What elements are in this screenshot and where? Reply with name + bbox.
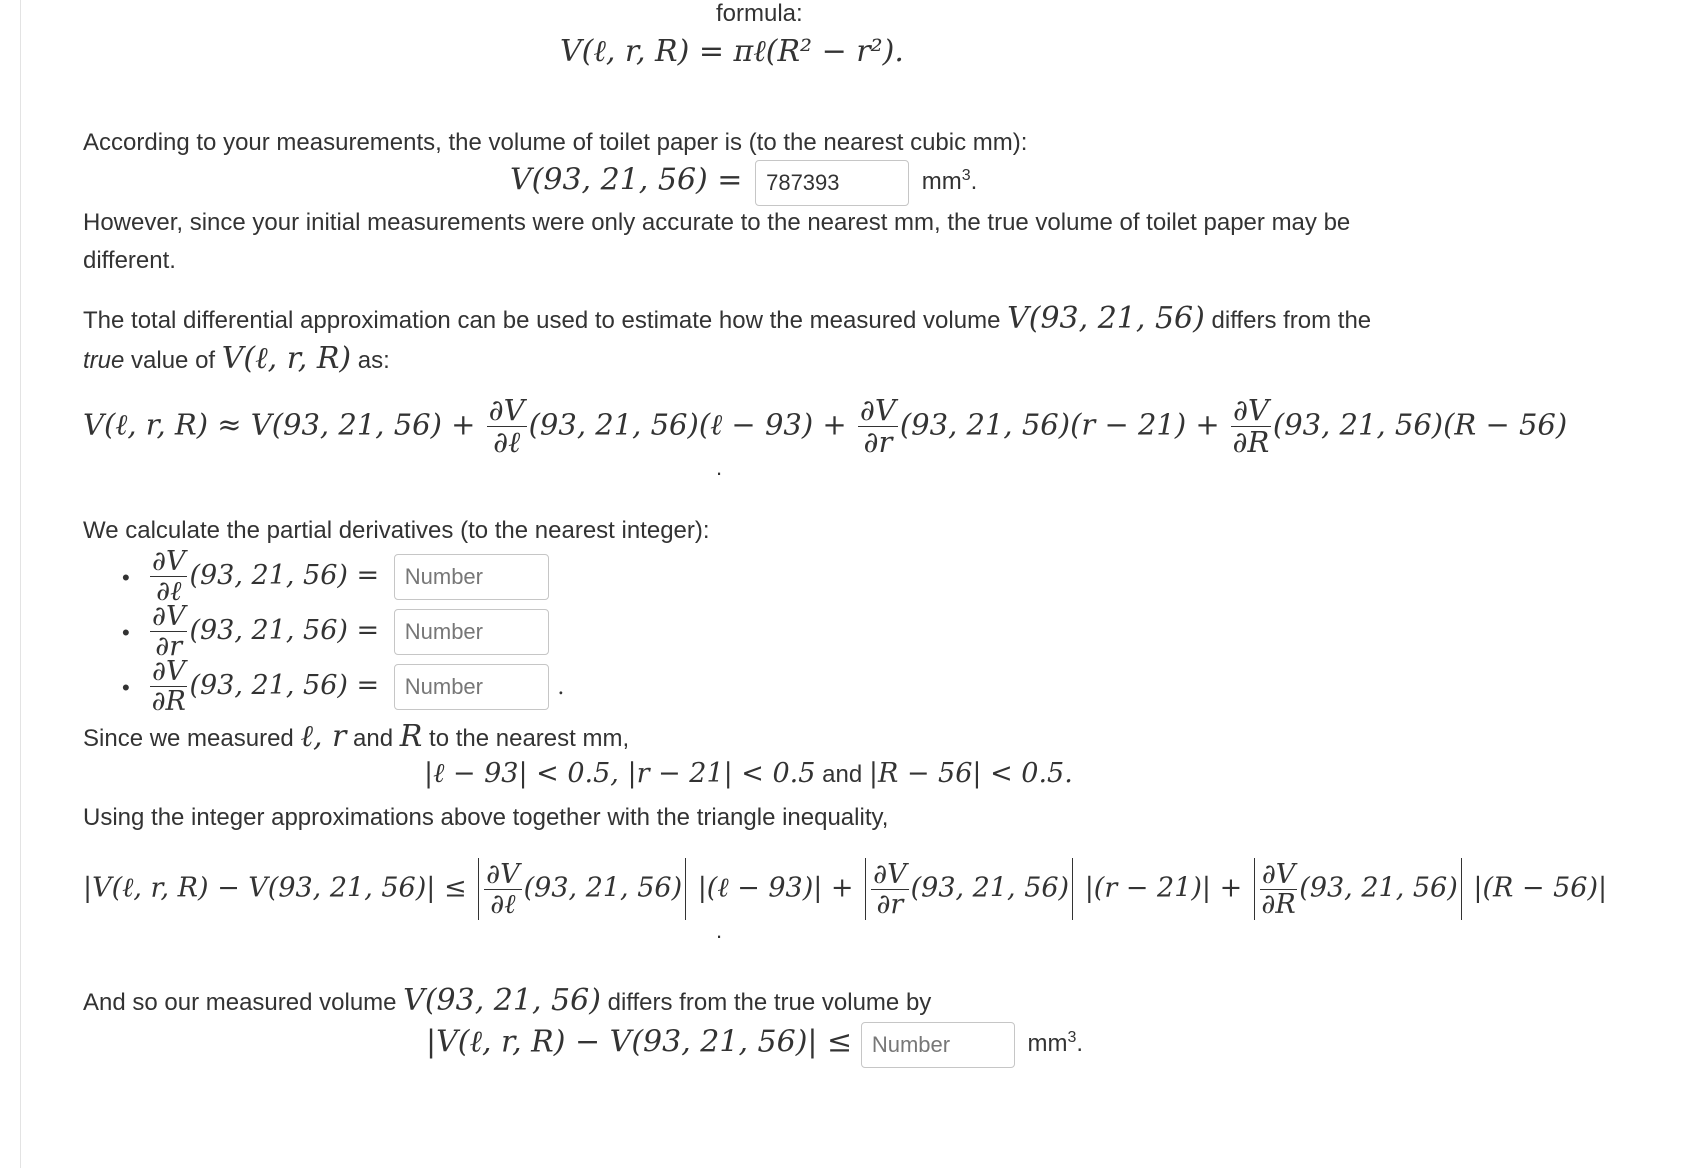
partial-l-input[interactable] [394,554,549,600]
partial-R-input[interactable] [394,664,549,710]
formula-heading: formula: [716,0,803,27]
partial-l-frac: $\frac{\partial V}{\text{∂ℓ}}$ [488,393,525,459]
partial-R-frac: $\frac{\partial V}{\partial R}$ [1232,393,1270,459]
volume-sentence: According to your measurements, the volume of toilet paper is (to the nearest cubic mm): [83,129,1028,156]
final-error-input[interactable] [861,1022,1015,1068]
partial-r-input[interactable] [394,609,549,655]
diff-math-2: V(ℓ, r, R) [221,341,352,376]
partial-r-frac: $\frac{\partial V}{\partial r}$ [859,393,896,459]
partial-row-R: $\frac{\partial V}{\partial R}$ (93, 21, 56) = Number . [148,658,564,715]
approx-period: . [716,455,723,480]
bullet-3: • [122,675,130,700]
volume-lhs: V(93, 21, 56) = [510,162,743,198]
final-lhs: |V(ℓ, r, R) − V(93, 21, 56)| ≤ [426,1024,853,1060]
final-text: And so our measured volume V(93, 21, 56) differs from the true volume by [83,983,932,1018]
formula-math: V(ℓ, r, R) = πℓ(R² − r²). [560,34,904,69]
volume-row [510,160,977,206]
bounds-row: |ℓ − 93| < 0.5, |r − 21| < 0.5 and |R − 56| < 0.5. [424,758,1073,789]
final-row [426,1022,1083,1068]
triangle-text: Using the integer approximations above together with the triangle inequality, [83,804,889,831]
volume-unit: $mm^3$. [921,167,978,196]
partial-row-r: $\frac{\partial V}{\partial r}$ (93, 21, 56) = Number [148,603,549,660]
triangle-period: . [716,918,723,943]
however-text: However, since your initial measurements were only accurate to the nearest mm, the true volume of toilet paper may be different. [83,209,1351,274]
approx-formula: V(ℓ, r, R) ≈ V(93, 21, 56) + $\frac{\partial V}{\text{∂ℓ}}$ (93, 21, 56)(ℓ − 93) + $\frac{\partial V}{\partial r}$ (93, 21, 56)(r − 21) + $\frac{\partial V}{\partial R}$ (93, 21, 56)(R − 56) [83,393,1568,459]
diff-math-1: V(93, 21, 56) [1007,301,1205,336]
partials-heading: We calculate the partial derivatives (to the nearest integer): [83,517,710,544]
triangle-formula: |V(ℓ, r, R) − V(93, 21, 56)| ≤ $\frac{\partial V}{\text{∂ℓ}}$ (93, 21, 56) |(ℓ − 93)| + $\frac{\partial V}{\partial r}$ (93, 21, 56) |(r − 21)| + $\frac{\partial V}{\partial R}$ (93, 21, 56) |(R − 56)| [83,858,1608,920]
bullet-2: • [122,620,130,645]
since-text: Since we measured ℓ, r and R to the nearest mm, [83,719,630,754]
diff-intro: The total differential approximation can be used to estimate how the measured volume V(93, 21, 56) differs from the true value of V(ℓ, r, R) as: [83,301,1372,376]
partial-row-l: $\frac{\partial V}{\text{∂ℓ}}$ (93, 21, 56) = Number [148,548,549,605]
volume-input[interactable] [755,160,909,206]
final-unit: $mm^3$. [1027,1029,1084,1058]
bullet-1: • [122,565,130,590]
left-margin-rule [20,0,21,1168]
